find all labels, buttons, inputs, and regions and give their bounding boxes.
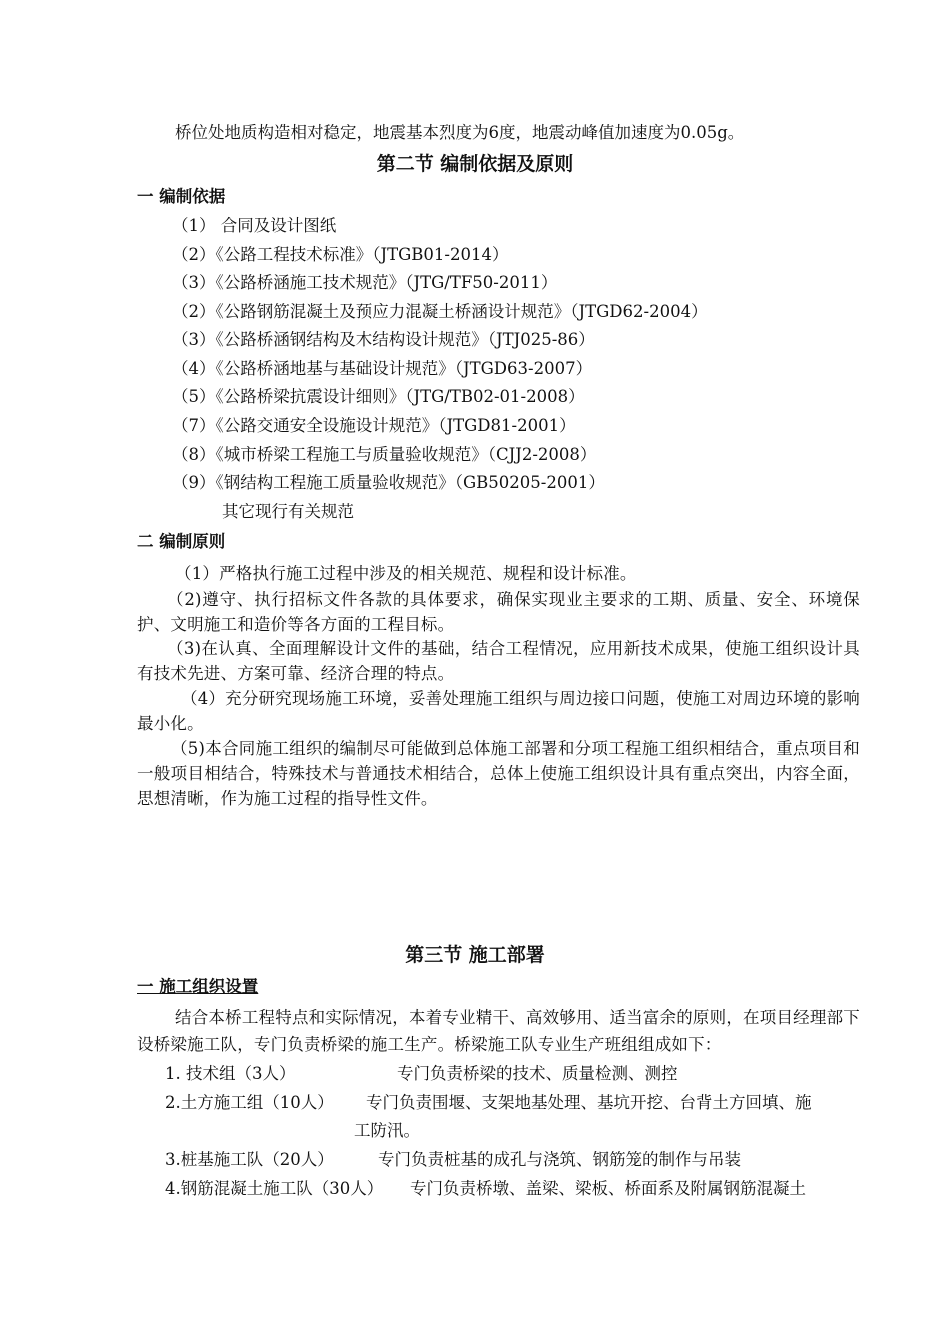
basis-item: （9）《钢结构工程施工质量验收规范》（GB50205-2001） [172, 473, 605, 492]
principle-5: （5)本合同施工组织的编制尽可能做到总体施工部署和分项工程施工组织相结合，重点项目和一般项目相结合，特殊技术与普通技术相结合，总体上使施工组织设计具有重点突出，内容全面，思想清晰，作为施工过程的指导性文件。 [137, 739, 860, 808]
basis-item: （3）《公路桥涵施工技术规范》（JTG/TF50-2011） [172, 273, 558, 292]
principle-2: （2)遵守、执行招标文件各款的具体要求，确保实现业主要求的工期、质量、安全、环境保护、文明施工和造价等各方面的工程目标。 [137, 590, 860, 634]
team-name: 1. 技术组（3人） [165, 1064, 296, 1083]
team-name: 4.钢筋混凝土施工队（30人） [165, 1179, 384, 1198]
basis-heading: 一 编制依据 [137, 187, 226, 206]
org-intro: 结合本桥工程特点和实际情况，本着专业精干、高效够用、适当富余的原则，在项目经理部下设桥梁施工队，专门负责桥梁的施工生产。桥梁施工队专业生产班组组成如下： [137, 1008, 860, 1054]
team-duty: 专门负责桩基的成孔与浇筑、钢筋笼的制作与吊装 [378, 1150, 741, 1169]
basis-other: 其它现行有关规范 [222, 502, 354, 521]
basis-item: （1） 合同及设计图纸 [172, 216, 337, 235]
team-duty-cont: 工防汛。 [354, 1121, 420, 1140]
basis-item: （7）《公路交通安全设施设计规范》（JTGD81-2001） [172, 416, 576, 435]
team-name: 3.桩基施工队（20人） [165, 1150, 334, 1169]
team-duty: 专门负责桥墩、盖梁、梁板、桥面系及附属钢筋混凝土 [410, 1179, 806, 1198]
basis-item: （2）《公路工程技术标准》（JTGB01-2014） [172, 245, 509, 264]
org-heading: 一 施工组织设置 [137, 977, 259, 996]
section3-title: 第三节 施工部署 [405, 944, 545, 966]
basis-item: （8）《城市桥梁工程施工与质量验收规范》（CJJ2-2008） [172, 445, 597, 464]
principle-4: （4）充分研究现场施工环境，妥善处理施工组织与周边接口问题，使施工对周边环境的影响最小化。 [137, 689, 860, 733]
team-duty: 专门负责围堰、支架地基处理、基坑开挖、台背土方回填、施 [366, 1093, 812, 1112]
basis-item: （2）《公路钢筋混凝土及预应力混凝土桥涵设计规范》（JTGD62-2004） [172, 302, 708, 321]
team-name: 2.土方施工组（10人） [165, 1093, 334, 1112]
section2-title: 第二节 编制依据及原则 [376, 153, 574, 175]
principle-heading: 二 编制原则 [137, 532, 226, 551]
basis-item: （3）《公路桥涵钢结构及木结构设计规范》（JTJ025-86） [172, 330, 595, 349]
team-duty: 专门负责桥梁的技术、质量检测、测控 [397, 1064, 678, 1083]
basis-item: （5）《公路桥梁抗震设计细则》（JTG/TB02-01-2008） [172, 387, 585, 406]
principle-3: （3)在认真、全面理解设计文件的基础，结合工程情况，应用新技术成果，使施工组织设计具有技术先进、方案可靠、经济合理的特点。 [137, 639, 860, 683]
intro-line: 桥位处地质构造相对稳定，地震基本烈度为6度，地震动峰值加速度为0.05g。 [175, 123, 745, 142]
principle-1: （1）严格执行施工过程中涉及的相关规范、规程和设计标准。 [175, 564, 637, 583]
basis-item: （4）《公路桥涵地基与基础设计规范》（JTGD63-2007） [172, 359, 593, 378]
